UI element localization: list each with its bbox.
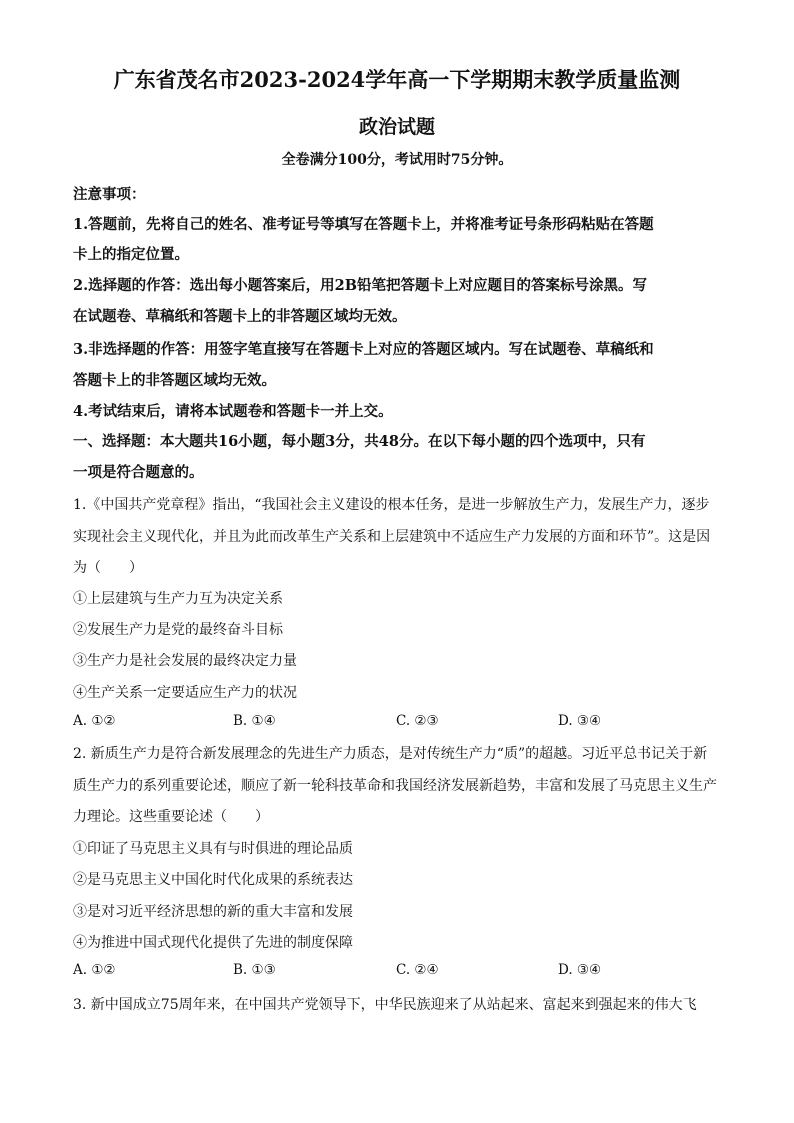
- notice-item-line: 1.答题前，先将自己的姓名、准考证号等填写在答题卡上，并将准考证号条形码粘贴在答题: [73, 216, 654, 233]
- notice-item-line: 答题卡上的非答题区域均无效。: [73, 372, 276, 389]
- statement-item: ②发展生产力是党的最终奋斗目标: [73, 622, 283, 638]
- option-d[interactable]: D. ③④: [558, 962, 602, 978]
- statement-item: ①印证了马克思主义具有与时俱进的理论品质: [73, 841, 353, 857]
- notice-item-line: 2.选择题的作答：选出每小题答案后，用2B铅笔把答题卡上对应题目的答案标号涂黑。写: [73, 277, 647, 294]
- option-b[interactable]: B. ①③: [233, 962, 276, 978]
- statement-item: ②是马克思主义中国化时代化成果的系统表达: [73, 872, 353, 888]
- notice-item-line: 3.非选择题的作答：用签字笔直接写在答题卡上对应的答题区域内。写在试题卷、草稿纸和: [73, 341, 654, 358]
- question-stem-line: 2. 新质生产力是符合新发展理念的先进生产力质态，是对传统生产力“质”的超越。习近平总书记关于新: [73, 746, 708, 762]
- question-stem-line: 力理论。这些重要论述（ ）: [73, 809, 269, 825]
- statement-item: ③是对习近平经济思想的新的重大丰富和发展: [73, 904, 353, 920]
- option-b[interactable]: B. ①④: [233, 713, 276, 729]
- statement-item: ①上层建筑与生产力互为决定关系: [73, 591, 283, 607]
- notice-item-line: 在试题卷、草稿纸和答题卡上的非答题区域均无效。: [73, 308, 407, 325]
- option-a[interactable]: A. ①②: [73, 713, 116, 729]
- subject-title: 政治试题: [358, 116, 435, 138]
- exam-title: 广东省茂名市2023-2024学年高一下学期期末教学质量监测: [113, 67, 681, 92]
- exam-info: 全卷满分100分，考试用时75分钟。: [281, 152, 513, 168]
- section-heading-line: 一项是符合题意的。: [73, 464, 204, 481]
- question-stem-line: 1.《中国共产党章程》指出，“我国社会主义建设的根本任务，是进一步解放生产力，发展生产力，逐步: [73, 497, 710, 513]
- question-stem-line: 实现社会主义现代化，并且为此而改革生产关系和上层建筑中不适应生产力发展的方面和环节”。这是因: [73, 529, 711, 545]
- question-stem-line: 为（ ）: [73, 560, 143, 576]
- statement-item: ③生产力是社会发展的最终决定力量: [73, 653, 297, 669]
- option-c[interactable]: C. ②④: [396, 962, 439, 978]
- question-stem-line: 质生产力的系列重要论述，顺应了新一轮科技革命和我国经济发展新趋势，丰富和发展了马克思主义生产: [73, 778, 717, 794]
- notice-heading: 注意事项：: [73, 186, 146, 203]
- option-a[interactable]: A. ①②: [73, 962, 116, 978]
- statement-item: ④生产关系一定要适应生产力的状况: [73, 685, 297, 701]
- notice-item-line: 4.考试结束后，请将本试题卷和答题卡一并上交。: [73, 403, 393, 420]
- question-stem-line: 3. 新中国成立75周年来，在中国共产党领导下，中华民族迎来了从站起来、富起来到强起来的伟大飞: [73, 997, 697, 1013]
- option-d[interactable]: D. ③④: [558, 713, 602, 729]
- option-c[interactable]: C. ②③: [396, 713, 439, 729]
- notice-item-line: 卡上的指定位置。: [73, 246, 189, 263]
- section-heading-line: 一、选择题：本大题共16小题，每小题3分，共48分。在以下每小题的四个选项中，只有: [73, 433, 646, 450]
- statement-item: ④为推进中国式现代化提供了先进的制度保障: [73, 935, 353, 951]
